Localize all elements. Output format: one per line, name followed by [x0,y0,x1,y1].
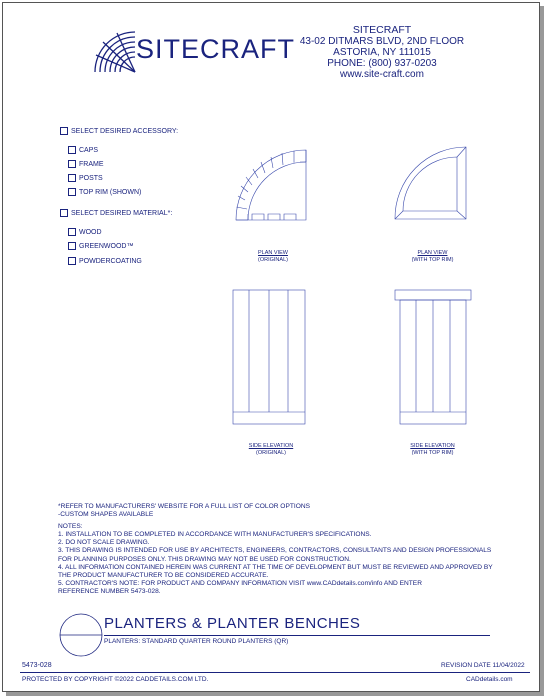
brand-name: SITECRAFT [136,34,296,64]
address-line: SITECRAFT [352,24,412,36]
title-divider [104,635,490,636]
checkbox-powdercoating[interactable] [68,257,142,267]
note-line: NOTES: [58,523,83,531]
note-line: *REFER TO MANUFACTURERS' WEBSITE FOR A FULL LIST OF COLOR OPTIONS [58,503,310,510]
plan-view-toprim-caption [395,250,470,264]
checkbox-label: POWDERCOATING [79,258,142,265]
checkbox-label: CAPS [79,147,99,154]
checkbox-label: TOP RIM (SHOWN) [79,189,142,196]
drawing-title: PLANTERS & PLANTER BENCHES [104,615,361,632]
checkbox-icon[interactable] [68,228,76,236]
material-heading-label: SELECT DESIRED MATERIAL*: [71,210,173,217]
checkbox-label: WOOD [79,229,102,236]
sitecraft-logo-icon [93,30,141,74]
note-line: -CUSTOM SHAPES AVAILABLE [58,511,154,519]
caption-line: (ORIGINAL) [258,257,288,263]
checkbox-icon[interactable] [68,257,76,265]
note-line: 1. INSTALLATION TO BE COMPLETED IN ACCORDANCE WITH MANUFACTURER'S SPECIFICATIONS. [58,531,372,539]
footer-divider [20,672,530,673]
checkbox-caps[interactable] [68,146,98,156]
material-heading [60,209,172,219]
accessory-heading-checkbox[interactable] [60,127,68,135]
caption-line: PLAN VIEW [258,250,288,256]
side-elevation-original-drawing [230,288,308,428]
checkbox-top-rim[interactable] [68,188,141,198]
checkbox-icon[interactable] [68,242,76,250]
reference-number: 5473-028 [22,662,52,669]
accessory-heading [60,127,178,137]
checkbox-icon[interactable] [68,174,76,182]
side-elevation-toprim-caption [395,443,470,457]
plan-view-original-drawing [234,148,314,224]
note-line: 4. ALL INFORMATION CONTAINED HEREIN WAS CURRENT AT THE TIME OF DEVELOPMENT BUT MUST BE REVIEWED AND APPROVED BY [58,563,493,571]
checkbox-icon[interactable] [68,146,76,154]
detail-reference-circle-icon [58,612,104,658]
address-line: ASTORIA, NY 111015 [333,47,431,58]
checkbox-wood[interactable] [68,228,102,238]
checkbox-frame[interactable] [68,160,104,170]
caption-line: (WITH TOP RIM) [411,450,454,456]
caddetails-link[interactable]: CADdetails.com [466,676,513,683]
address-line: PHONE: (800) 937-0203 [327,58,437,69]
plan-view-original-caption [238,250,308,264]
side-elevation-toprim-drawing [393,288,473,428]
caption-line: SIDE ELEVATION [410,443,455,449]
accessory-heading-label: SELECT DESIRED ACCESSORY: [71,128,179,135]
website-link[interactable]: www.site-craft.com [340,69,424,80]
company-address [292,25,472,80]
address-line: 43-02 DITMARS BLVD, 2ND FLOOR [299,36,465,47]
note-line: 5. CONTRACTOR'S NOTE: FOR PRODUCT AND COMPANY INFORMATION VISIT www.CADdetails.com/info AND ENTER [58,579,422,587]
revision-date: REVISION DATE 11/04/2022 [441,662,525,669]
checkbox-label: FRAME [79,161,104,168]
material-heading-checkbox[interactable] [60,209,68,217]
checkbox-icon[interactable] [68,188,76,196]
note-line: REFERENCE NUMBER 5473-028. [58,587,161,595]
notes-block [58,503,498,596]
caption-line: SIDE ELEVATION [248,443,294,449]
checkbox-label: POSTS [79,175,103,182]
caption-line: (WITH TOP RIM) [411,257,454,263]
side-elevation-original-caption [236,443,306,457]
note-line: THE PRODUCT MANUFACTURER TO BE CONSIDERED ACCURATE. [58,571,269,579]
copyright-text: PROTECTED BY COPYRIGHT ©2022 CADDETAILS.COM LTD. [22,676,209,683]
note-line: 3. THIS DRAWING IS INTENDED FOR USE BY ARCHITECTS, ENGINEERS, CONTRACTORS, CONSULTANTS AND DESIGN PROFESSIONALS [58,547,492,555]
caption-line: PLAN VIEW [417,250,448,256]
plan-view-toprim-drawing [393,145,473,225]
checkbox-label: GREENWOOD™ [79,243,134,250]
checkbox-icon[interactable] [68,160,76,168]
note-line: FOR PLANNING PURPOSES ONLY. THIS DRAWING MAY NOT BE USED FOR CONSTRUCTION. [58,555,351,563]
checkbox-greenwood[interactable] [68,242,133,252]
drawing-subtitle: PLANTERS: STANDARD QUARTER ROUND PLANTERS (QR) [104,638,289,645]
caption-line: (ORIGINAL) [256,450,286,456]
note-line: 2. DO NOT SCALE DRAWING. [58,539,150,547]
checkbox-posts[interactable] [68,174,103,184]
